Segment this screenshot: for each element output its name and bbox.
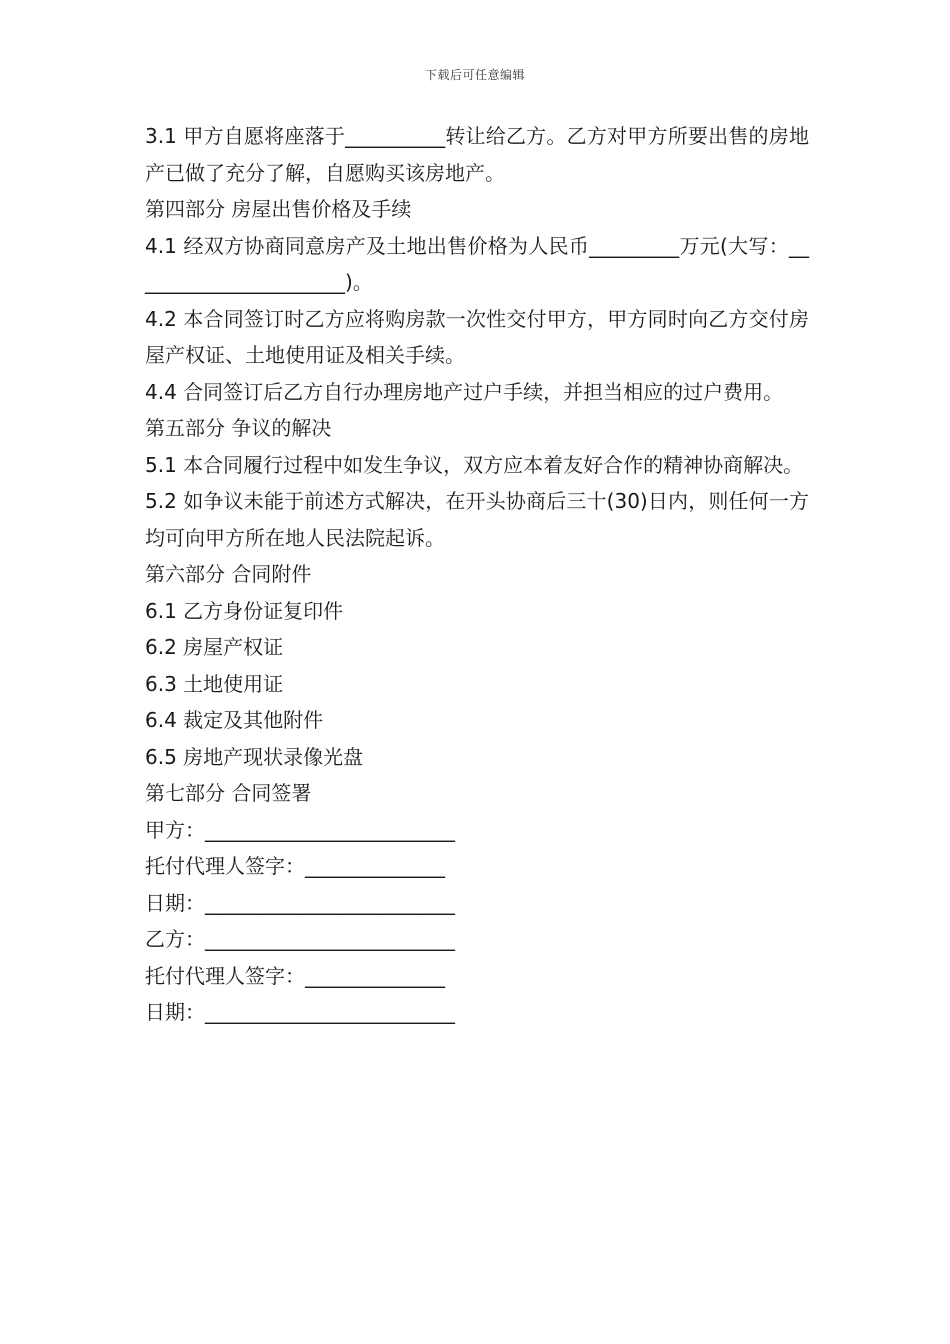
party-a-agent-signature-line: 托付代理人签字：______________ [145,854,445,878]
party-a-signature-line: 甲方：_________________________ [145,817,455,842]
clause-5-2: 5.2 如争议未能于前述方式解决，在开头协商后三十(30)日内，则任何一方均可向甲方所在地人民法院起诉。 [145,489,809,550]
section-heading-6: 第六部分 合同附件 [145,562,312,586]
party-b-date-line: 日期：_________________________ [145,1000,455,1024]
party-a-date-line: 日期：_________________________ [145,890,455,915]
clause-3-1: 3.1 甲方自愿将座落于__________转让给乙方。乙方对甲方所要出售的房地产已做了充分了解，自愿购买该房地产。 [145,124,809,185]
document-body [145,118,809,1031]
clause-4-2: 4.2 本合同签订时乙方应将购房款一次性交付甲方，甲方同时向乙方交付房屋产权证、土地使用证及相关手续。 [145,306,809,367]
section-heading-7: 第七部分 合同签署 [145,781,312,805]
party-b-agent-signature-line: 托付代理人签字：______________ [145,963,445,988]
attachment-6-1: 6.1 乙方身份证复印件 [145,598,344,623]
clause-4-1: 4.1 经双方协商同意房产及土地出售价格为人民币_________万元(大写：______________________)。 [145,233,809,294]
party-b-signature-line: 乙方：_________________________ [145,927,455,951]
attachment-6-2: 6.2 房屋产权证 [145,635,284,659]
section-heading-4: 第四部分 房屋出售价格及手续 [145,197,412,221]
page-header: 下载后可任意编辑 [424,68,525,82]
section-heading-5: 第五部分 争议的解决 [145,416,332,440]
clause-5-1: 5.1 本合同履行过程中如发生争议，双方应本着友好合作的精神协商解决。 [145,452,804,477]
attachment-6-3: 6.3 土地使用证 [145,671,284,696]
clause-4-4: 4.4 合同签订后乙方自行办理房地产过户手续，并担当相应的过户费用。 [145,379,784,404]
attachment-6-4: 6.4 裁定及其他附件 [145,708,324,732]
attachment-6-5: 6.5 房地产现状录像光盘 [145,744,364,769]
